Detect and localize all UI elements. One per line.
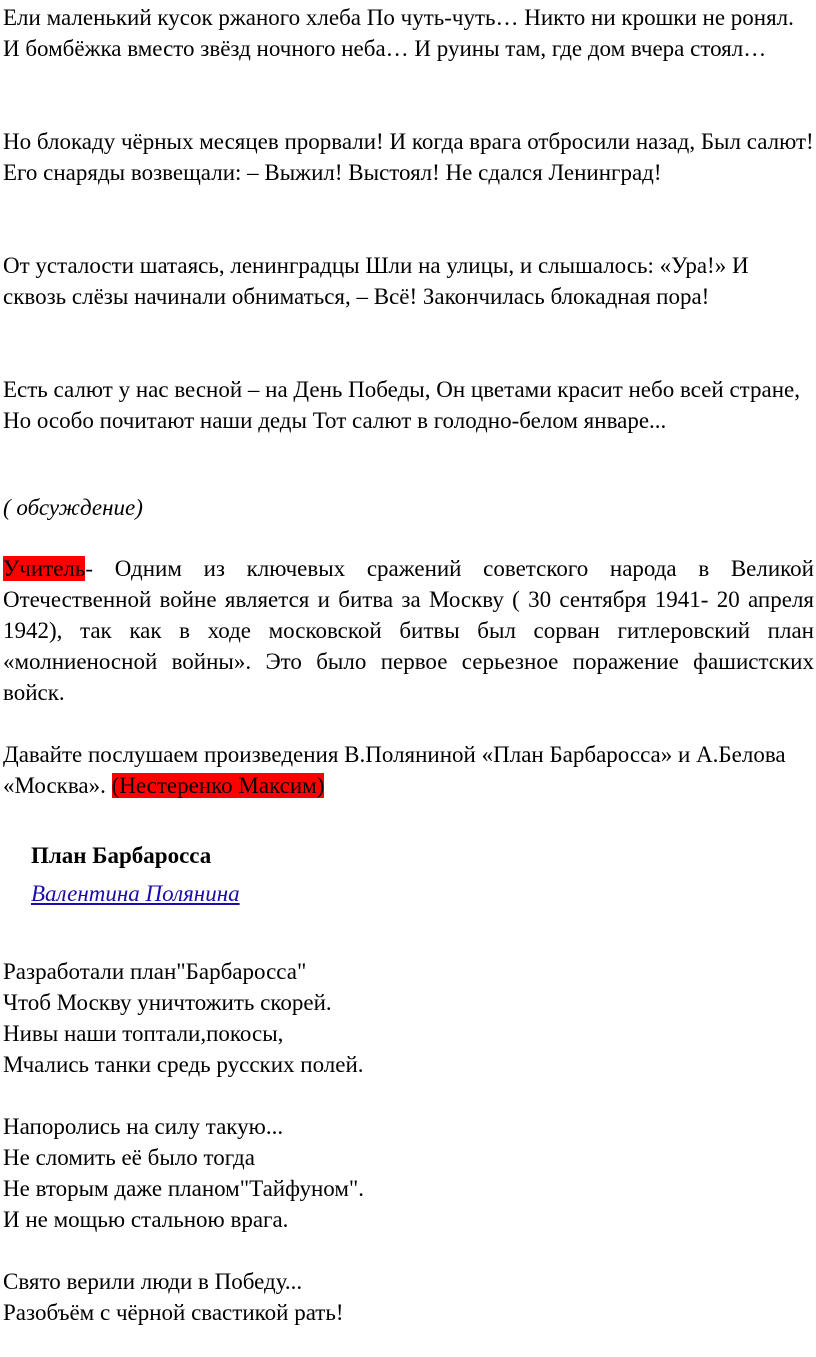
verse-line: Разработали план"Барбаросса" xyxy=(3,959,307,984)
verse-line: И не мощью стальною врага. xyxy=(3,1207,289,1232)
verse-line: Чтоб Москву уничтожить скорей. xyxy=(3,990,332,1015)
discussion-note: ( обсуждение) xyxy=(3,495,143,520)
poem-title: План Барбаросса xyxy=(31,843,212,868)
teacher-text: - Одним из ключевых сражений советского народа в Великой Отечественной войне является и битва за Москву ( 30 сентября 1941- 20 апреля 1942), так как в ходе московской битвы был сорван гитлеровский план «молниеносной войны». Это было первое серьезное поражение фашистских войск. xyxy=(3,556,814,705)
poem-stanza-4: Есть салют у нас весной – на День Победы, Он цветами красит небо всей стране, Но особо почитают наши деды Тот салют в голодно-белом январе... xyxy=(3,377,800,433)
teacher-paragraph xyxy=(3,553,814,708)
verse-line: Разобъём с чёрной свастикой рать! xyxy=(3,1300,344,1325)
poem-stanza-1: Ели маленький кусок ржаного хлеба По чуть-чуть… Никто ни крошки не ронял. И бомбёжка вместо звёзд ночного неба… И руины там, где дом вчера стоял… xyxy=(3,5,794,61)
listen-paragraph xyxy=(3,739,814,801)
verse-line: Мчались танки средь русских полей. xyxy=(3,1052,364,1077)
poem-verse-3 xyxy=(3,1266,814,1328)
listen-text: Давайте послушаем произведения В.Поляниной «План Барбаросса» и А.Белова «Москва». xyxy=(3,742,786,798)
verse-line: Нивы наши топтали,покосы, xyxy=(3,1021,284,1046)
verse-line: Напоролись на силу такую... xyxy=(3,1114,284,1139)
poem-stanza-3: От усталости шатаясь, ленинградцы Шли на улицы, и слышалось: «Ура!» И сквозь слёзы начинали обниматься, – Всё! Закончилась блокадная пора! xyxy=(3,253,749,309)
poem-verse-1 xyxy=(3,956,814,1080)
verse-line: Не сломить её было тогда xyxy=(3,1145,255,1170)
verse-line: Не вторым даже планом"Тайфуном". xyxy=(3,1176,365,1201)
poem-verse-2 xyxy=(3,1111,814,1235)
verse-line: Свято верили люди в Победу... xyxy=(3,1269,303,1294)
poem-author-link[interactable]: Валентина Полянина xyxy=(31,881,240,906)
teacher-label: Учитель xyxy=(3,556,86,581)
poem-stanza-2: Но блокаду чёрных месяцев прорвали! И когда врага отбросили назад, Был салют! Его снаряды возвещали: – Выжил! Выстоял! Не сдался Ленинград! xyxy=(3,129,814,185)
performer-name: (Нестеренко Максим) xyxy=(111,773,325,798)
